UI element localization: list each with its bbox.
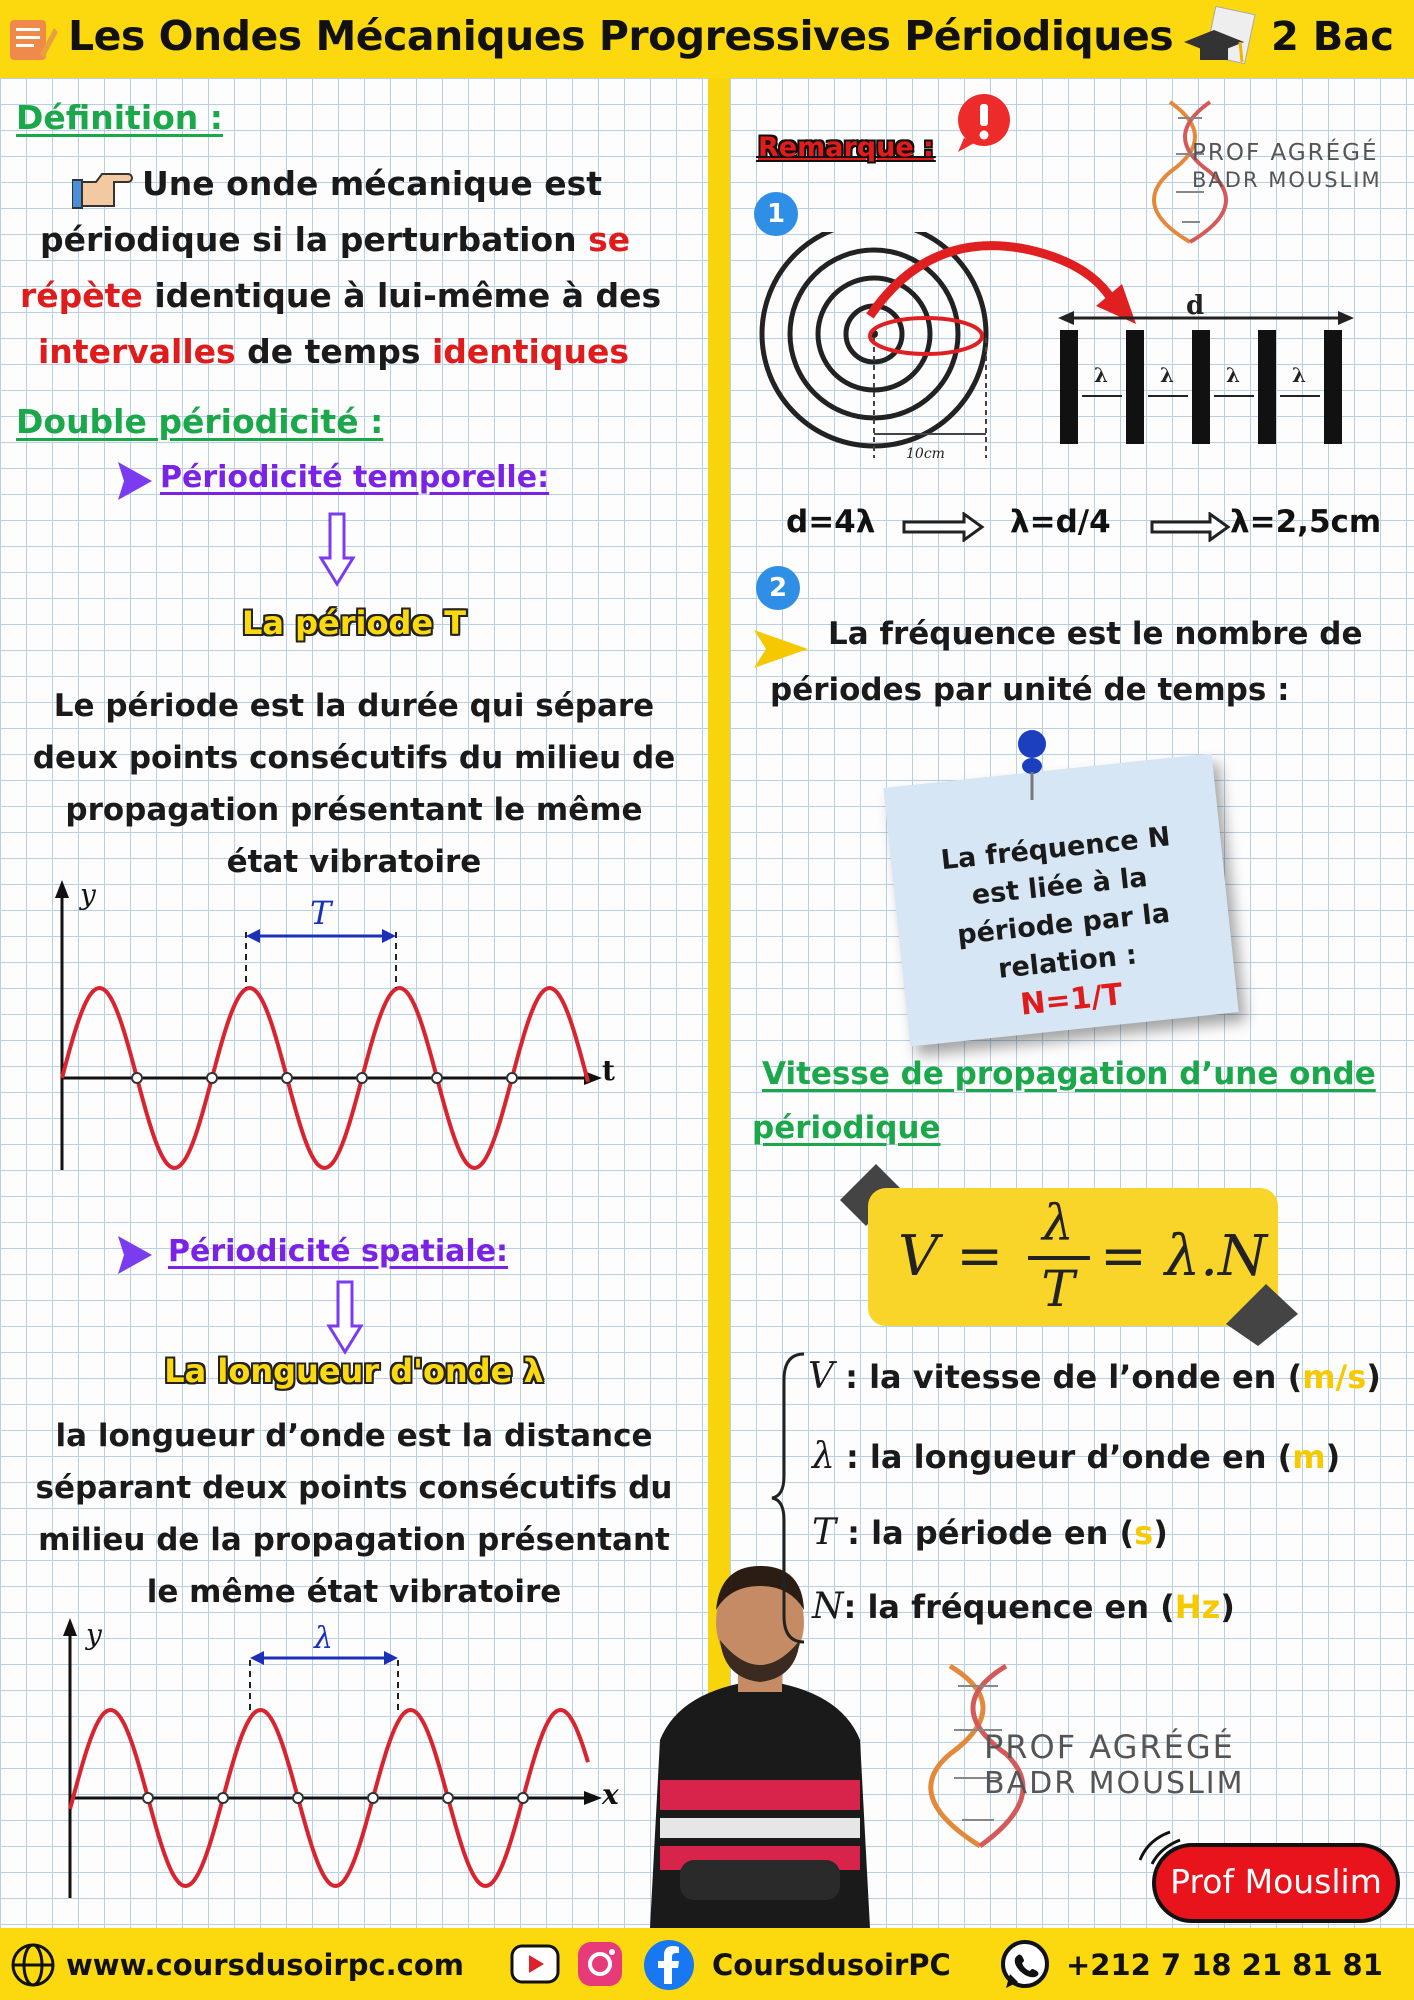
sticky-note [883,753,1238,1046]
wavefront-bar [1192,330,1210,444]
legend-unit: Hz [1174,1588,1221,1626]
y-axis-arrow [63,1618,77,1636]
period-title: La période T [241,604,467,642]
page-title: Les Ondes Mécaniques Progressives Périodiques [68,12,1174,60]
temporal-periodicity-heading: Périodicité temporelle: [160,460,550,495]
pointing-hand-icon [72,168,134,212]
formula-lhs: V = [898,1224,1004,1289]
logo-line-2: BADR MOUSLIM [1192,168,1382,192]
exclamation-icon [948,92,1018,154]
wavelength-text-line: la longueur d’onde est la distance [55,1418,653,1454]
logo-line-1: PROF AGRÉGÉ [984,1728,1235,1766]
globe-icon [10,1942,56,1988]
legend-unit: m/s [1302,1358,1367,1396]
wavelength-arrowhead-left [250,1651,264,1665]
note-formula: N=1/T [1018,977,1125,1023]
prof-badge: Prof Mouslim [1152,1843,1400,1923]
x-axis-label: t [602,1054,615,1087]
legend-row-period [812,1512,1168,1553]
wavefront-bar [1324,330,1342,444]
definition-highlight: répète [20,276,143,315]
zero-crossing-dot [282,1073,292,1083]
legend-unit: m [1292,1438,1326,1476]
definition-highlight: se [588,220,631,259]
logo-line-1: PROF AGRÉGÉ [1192,140,1379,166]
wavelength-text-line: le même état vibratoire [146,1574,562,1610]
lambda-label: λ [1292,363,1307,387]
triangle-bullet-icon [112,458,156,504]
note-line: période par la [955,897,1172,951]
legend-row-wavelength [812,1436,1340,1477]
definition-highlight: intervalles [38,332,236,371]
yellow-arrow-bullet-icon [750,626,812,672]
zero-crossing-dot [293,1793,303,1803]
legend-row-frequency [812,1586,1235,1627]
wavelength-title: La longueur d'onde λ [164,1352,544,1390]
logo-line-2: BADR MOUSLIM [984,1766,1245,1801]
graduation-cap-icon [1180,6,1260,72]
lambda-label: λ [1094,363,1109,387]
relation-1: d=4λ [786,504,876,540]
definition-line-4 [38,332,629,371]
frequency-line-2: périodes par unité de temps : [770,672,1290,708]
frequency-line-1: La fréquence est le nombre de [828,616,1363,652]
wavelength-span-label: λ [314,1621,334,1656]
spatial-wave-graph [40,1618,640,1898]
double-periodicity-heading: Double périodicité : [16,402,384,441]
period-text-line: état vibratoire [226,844,482,880]
zero-crossing-dot [357,1073,367,1083]
period-definition [0,680,708,888]
definition-highlight: identiques [431,332,629,371]
remark-heading: Remarque : [758,132,934,163]
level-label: 2 Bac [1271,14,1394,60]
legend-text: ) [1153,1514,1168,1552]
period-arrowhead-left [246,929,260,943]
step-2-badge: 2 [756,566,800,610]
period-text-line: Le période est la durée qui sépare [53,688,655,724]
note-line: est liée à la [970,861,1149,912]
wavelength-text-line: milieu de la propagation présentant [38,1522,670,1558]
definition-line-2 [40,220,630,259]
definition-text: identique à lui-même à des [142,276,662,315]
tape-corner [1222,1280,1302,1350]
period-arrowhead-right [382,929,396,943]
wavefront-bar [1060,330,1078,444]
instagram-icon[interactable] [576,1940,624,1988]
formula-rhs: = λ.N [1100,1224,1268,1289]
d-label: d [1186,292,1205,321]
facebook-page-link[interactable]: CoursdusoirPC [712,1948,951,1982]
note-line: relation : [996,939,1139,985]
page-footer [0,1928,1414,2000]
whatsapp-icon[interactable] [998,1938,1052,1992]
notepad-icon [6,14,58,64]
legend-brace [770,1350,810,1646]
wavelength-text-line: séparant deux points consécutifs du [35,1470,673,1506]
d-arrow-left [1058,311,1074,325]
sticky-note-text [890,813,1238,1036]
relation-3: λ=2,5cm [1230,504,1382,540]
y-axis-label: y [80,880,96,911]
legend-text: : la fréquence en ( [843,1588,1175,1626]
right-arrow-icon [900,512,986,542]
wavefront-bar [1126,330,1144,444]
legend-text: ) [1366,1358,1381,1396]
definition-line-1: Une onde mécanique est [142,164,603,203]
legend-symbol: λ [812,1436,835,1477]
note-line: La fréquence N [939,821,1172,877]
youtube-icon[interactable] [510,1942,560,1986]
wavelength-arrowhead-right [384,1651,398,1665]
facebook-icon[interactable] [642,1938,696,1992]
legend-symbol: T [812,1512,837,1553]
speed-formula-box [868,1188,1278,1326]
definition-text: de temps [235,332,432,371]
period-text-line: propagation présentant le même [65,792,643,828]
legend-row-speed [808,1356,1381,1397]
formula-denominator: T [1041,1260,1075,1318]
website-link[interactable]: www.coursdusoirpc.com [66,1948,464,1982]
speed-heading-line-2: périodique [752,1110,941,1146]
zero-crossing-dot [518,1793,528,1803]
triangle-bullet-icon [112,1232,156,1278]
relation-2: λ=d/4 [1010,504,1111,540]
y-axis-arrow [55,880,69,898]
lambda-label: λ [1160,363,1175,387]
step-1-badge: 1 [754,192,798,236]
zero-crossing-dot [368,1793,378,1803]
wavefront-bar [1258,330,1276,444]
legend-text: ) [1325,1438,1341,1476]
zero-crossing-dot [132,1073,142,1083]
zero-crossing-dot [207,1073,217,1083]
x-axis-label: x [602,1778,619,1811]
wavelength-definition [0,1410,708,1618]
legend-text: : la période en ( [836,1514,1135,1552]
d-arrow-right [1338,311,1354,325]
x-axis-arrow [584,1791,602,1805]
zero-crossing-dot [143,1793,153,1803]
wavefronts-diagram [1052,292,1362,458]
speed-heading-line-1: Vitesse de propagation d’une onde [762,1056,1376,1092]
page-header [0,0,1414,78]
definition-heading: Définition : [16,98,223,137]
down-arrow-icon [326,1278,364,1356]
period-text-line: deux points consécutifs du milieu de [32,740,676,776]
spatial-periodicity-heading: Périodicité spatiale: [168,1234,509,1269]
lambda-label: λ [1226,363,1241,387]
scale-label: 10cm [906,446,945,462]
legend-unit: s [1134,1514,1154,1552]
legend-text: ) [1220,1588,1235,1626]
right-arrow-icon [1148,512,1232,542]
definition-line-3 [20,276,661,315]
zero-crossing-dot [507,1073,517,1083]
down-arrow-icon [318,510,356,588]
zero-crossing-dot [218,1793,228,1803]
legend-symbol: N [812,1586,844,1627]
legend-symbol: V [808,1356,834,1397]
y-axis-label: y [86,1618,102,1651]
period-span-label: T [310,894,332,932]
pushpin-icon [1006,726,1056,806]
formula-numerator: λ [1042,1194,1074,1252]
temporal-wave-graph [40,880,640,1170]
phone-number[interactable]: +212 7 18 21 81 81 [1066,1948,1383,1982]
definition-text: périodique si la perturbation [40,220,589,259]
legend-text: : la longueur d’onde en ( [834,1438,1293,1476]
legend-text: : la vitesse de l’onde en ( [834,1358,1303,1396]
zero-crossing-dot [443,1793,453,1803]
zero-crossing-dot [432,1073,442,1083]
